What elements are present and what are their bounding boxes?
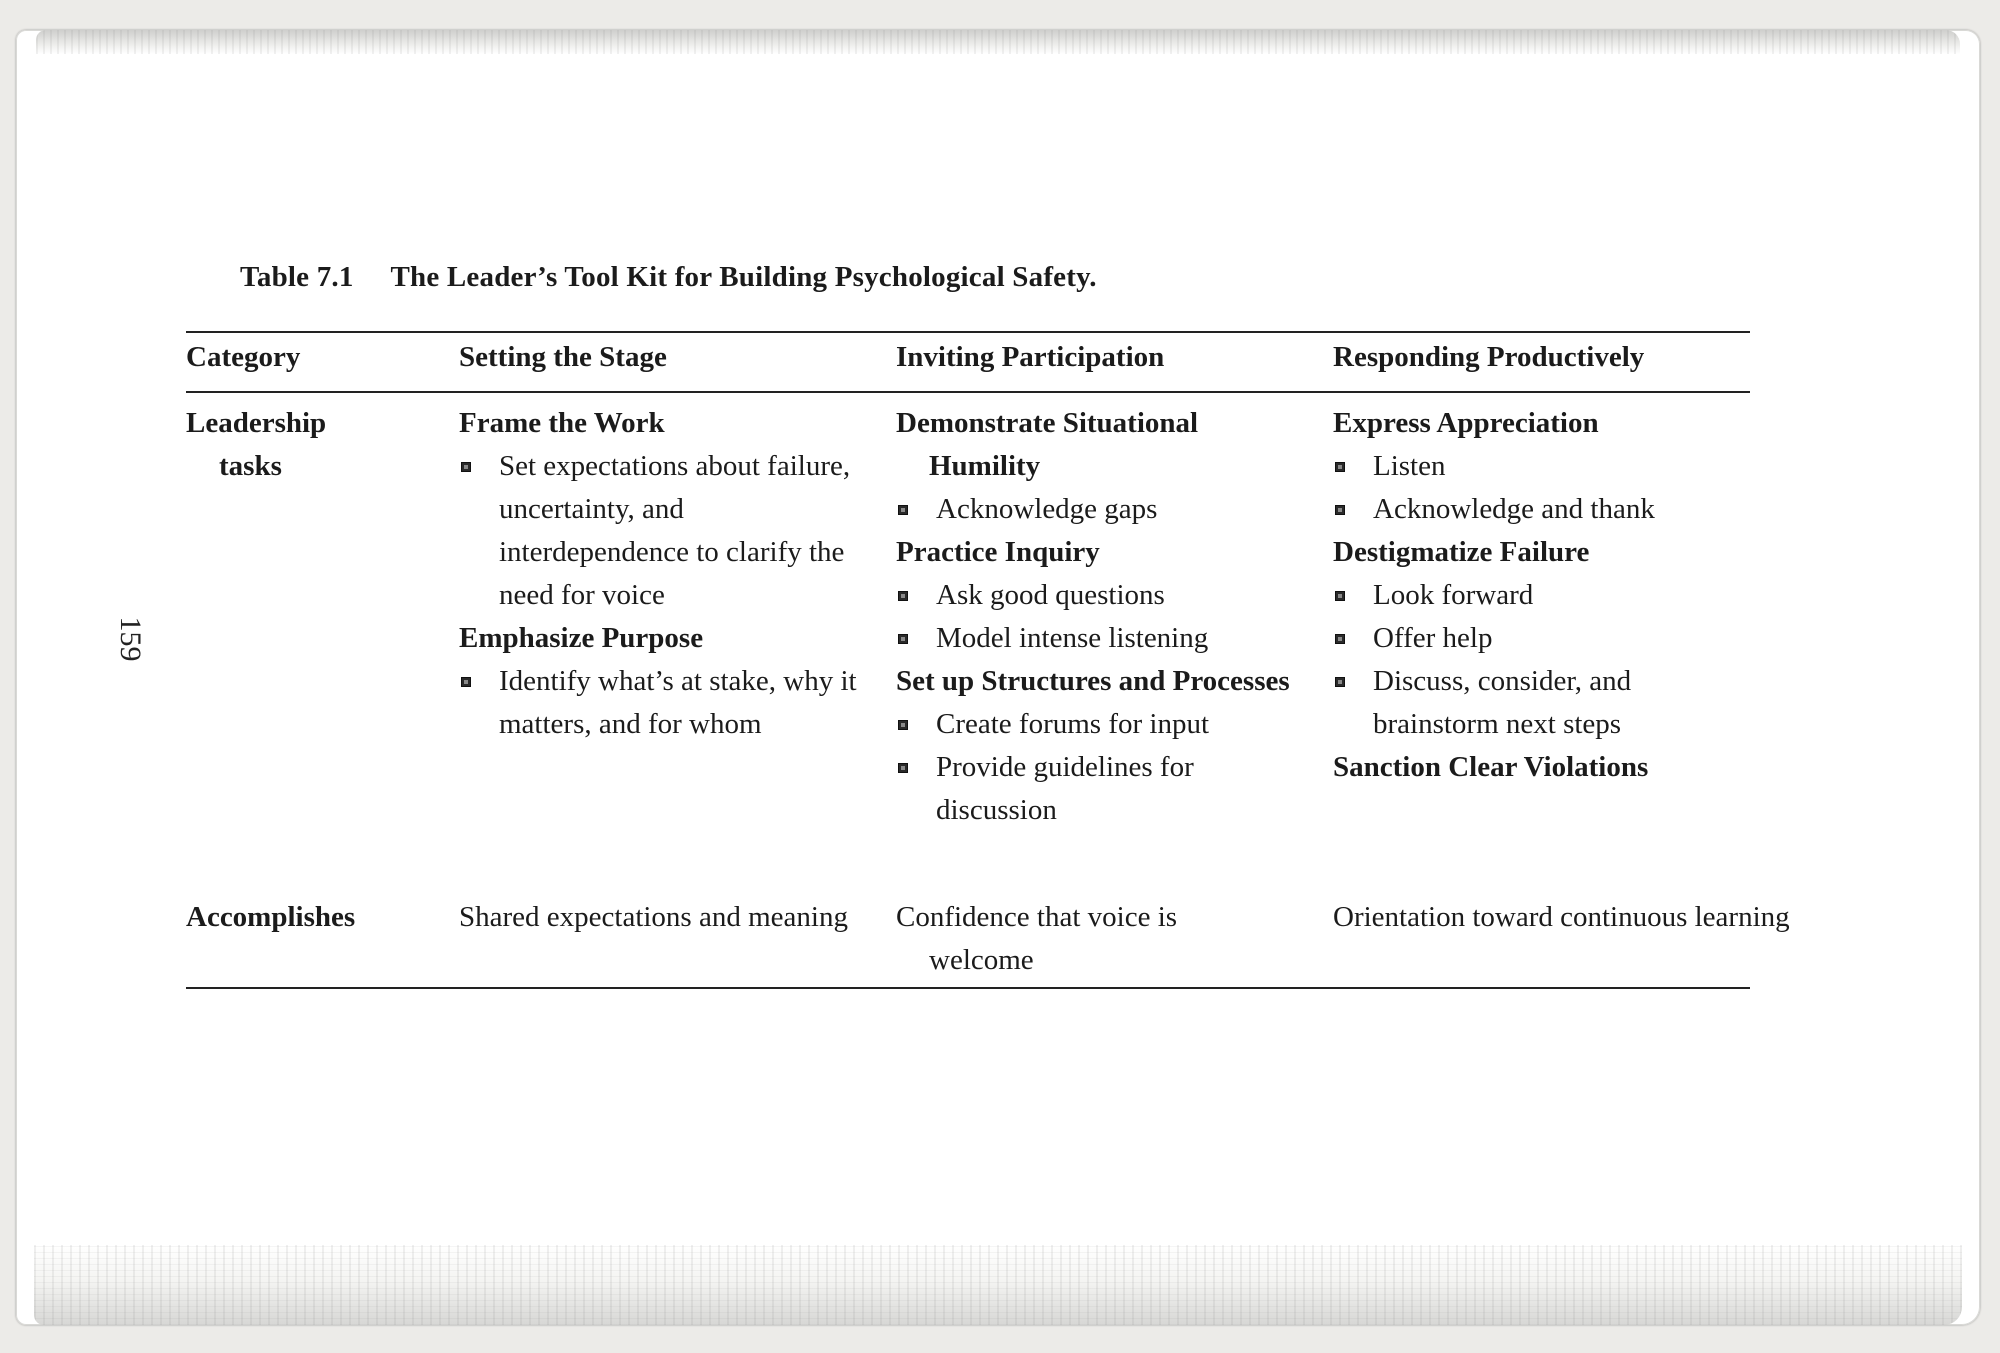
task-bullet-item xyxy=(459,660,869,746)
task-bullet-text: Model intense listening xyxy=(936,622,1209,654)
accomplishes-inviting-participation: Confidence that voice is welcome xyxy=(896,901,1178,976)
square-bullet-icon xyxy=(1335,591,1345,601)
table-bottom-rule xyxy=(186,987,1750,989)
task-bullet-item xyxy=(896,574,1306,617)
task-bullet-text: Listen xyxy=(1373,450,1446,482)
task-group-title: Demonstrate Situational Humility xyxy=(896,407,1199,482)
row-label-accomplishes: Accomplishes xyxy=(186,901,356,933)
task-bullet-item xyxy=(459,445,869,617)
task-group-title: Destigmatize Failure xyxy=(1333,536,1590,568)
leadership-tasks-inviting-participation xyxy=(896,402,1306,832)
task-bullet-text: Look forward xyxy=(1373,579,1534,611)
task-bullet-item xyxy=(896,488,1306,531)
square-bullet-icon xyxy=(461,462,471,472)
task-group-title: Frame the Work xyxy=(459,407,665,439)
table-header-rule xyxy=(186,391,1750,393)
task-bullet-text: Offer help xyxy=(1373,622,1493,654)
table-caption-label: Table 7.1 xyxy=(240,261,354,293)
leadership-tasks-setting-the-stage xyxy=(459,402,869,746)
scan-edge-top xyxy=(36,30,1960,54)
header-category: Category xyxy=(186,341,301,373)
square-bullet-icon xyxy=(461,677,471,687)
square-bullet-icon xyxy=(1335,505,1345,515)
task-bullet-text: Provide guidelines for discussion xyxy=(936,751,1194,826)
task-bullet-text: Set expectations about failure, uncertainty, and interdependence to clarify the need for voice xyxy=(499,450,851,611)
task-bullet-item xyxy=(896,746,1306,832)
square-bullet-icon xyxy=(1335,462,1345,472)
task-bullet-item xyxy=(1333,574,1743,617)
square-bullet-icon xyxy=(898,505,908,515)
task-bullet-text: Identify what’s at stake, why it matters, and for whom xyxy=(499,665,857,740)
accomplishes-setting-the-stage: Shared expectations and meaning xyxy=(459,901,848,933)
leadership-tasks-responding-productively xyxy=(1333,402,1743,789)
task-group-title: Express Appreciation xyxy=(1333,407,1599,439)
square-bullet-icon xyxy=(898,634,908,644)
task-group-title: Practice Inquiry xyxy=(896,536,1100,568)
task-group-title: Set up Structures and Processes xyxy=(896,665,1290,697)
task-bullet-item xyxy=(1333,488,1743,531)
header-inviting-participation: Inviting Participation xyxy=(896,341,1165,373)
square-bullet-icon xyxy=(898,763,908,773)
square-bullet-icon xyxy=(898,591,908,601)
task-bullet-item xyxy=(896,617,1306,660)
task-bullet-item xyxy=(896,703,1306,746)
task-bullet-item xyxy=(1333,660,1743,746)
header-setting-the-stage: Setting the Stage xyxy=(459,341,667,373)
page-number: 159 xyxy=(114,616,147,662)
header-responding-productively: Responding Productively xyxy=(1333,341,1645,373)
task-bullet-item xyxy=(1333,617,1743,660)
accomplishes-responding-productively: Orientation toward continuous learning xyxy=(1333,901,1790,933)
square-bullet-icon xyxy=(898,720,908,730)
table-caption xyxy=(240,261,1097,294)
task-bullet-text: Acknowledge gaps xyxy=(936,493,1158,525)
square-bullet-icon xyxy=(1335,677,1345,687)
task-bullet-text: Discuss, consider, and brainstorm next steps xyxy=(1373,665,1632,740)
task-bullet-text: Ask good questions xyxy=(936,579,1165,611)
task-group-title: Emphasize Purpose xyxy=(459,622,704,654)
task-bullet-text: Create forums for input xyxy=(936,708,1210,740)
table-top-rule xyxy=(186,331,1750,333)
row-label-leadership-tasks: Leadership tasks xyxy=(186,407,327,482)
scan-edge-bottom xyxy=(34,1245,1962,1325)
task-group-title: Sanction Clear Violations xyxy=(1333,751,1649,783)
task-bullet-text: Acknowledge and thank xyxy=(1373,493,1655,525)
table-caption-title: The Leader’s Tool Kit for Building Psychological Safety. xyxy=(390,261,1097,293)
square-bullet-icon xyxy=(1335,634,1345,644)
task-bullet-item xyxy=(1333,445,1743,488)
